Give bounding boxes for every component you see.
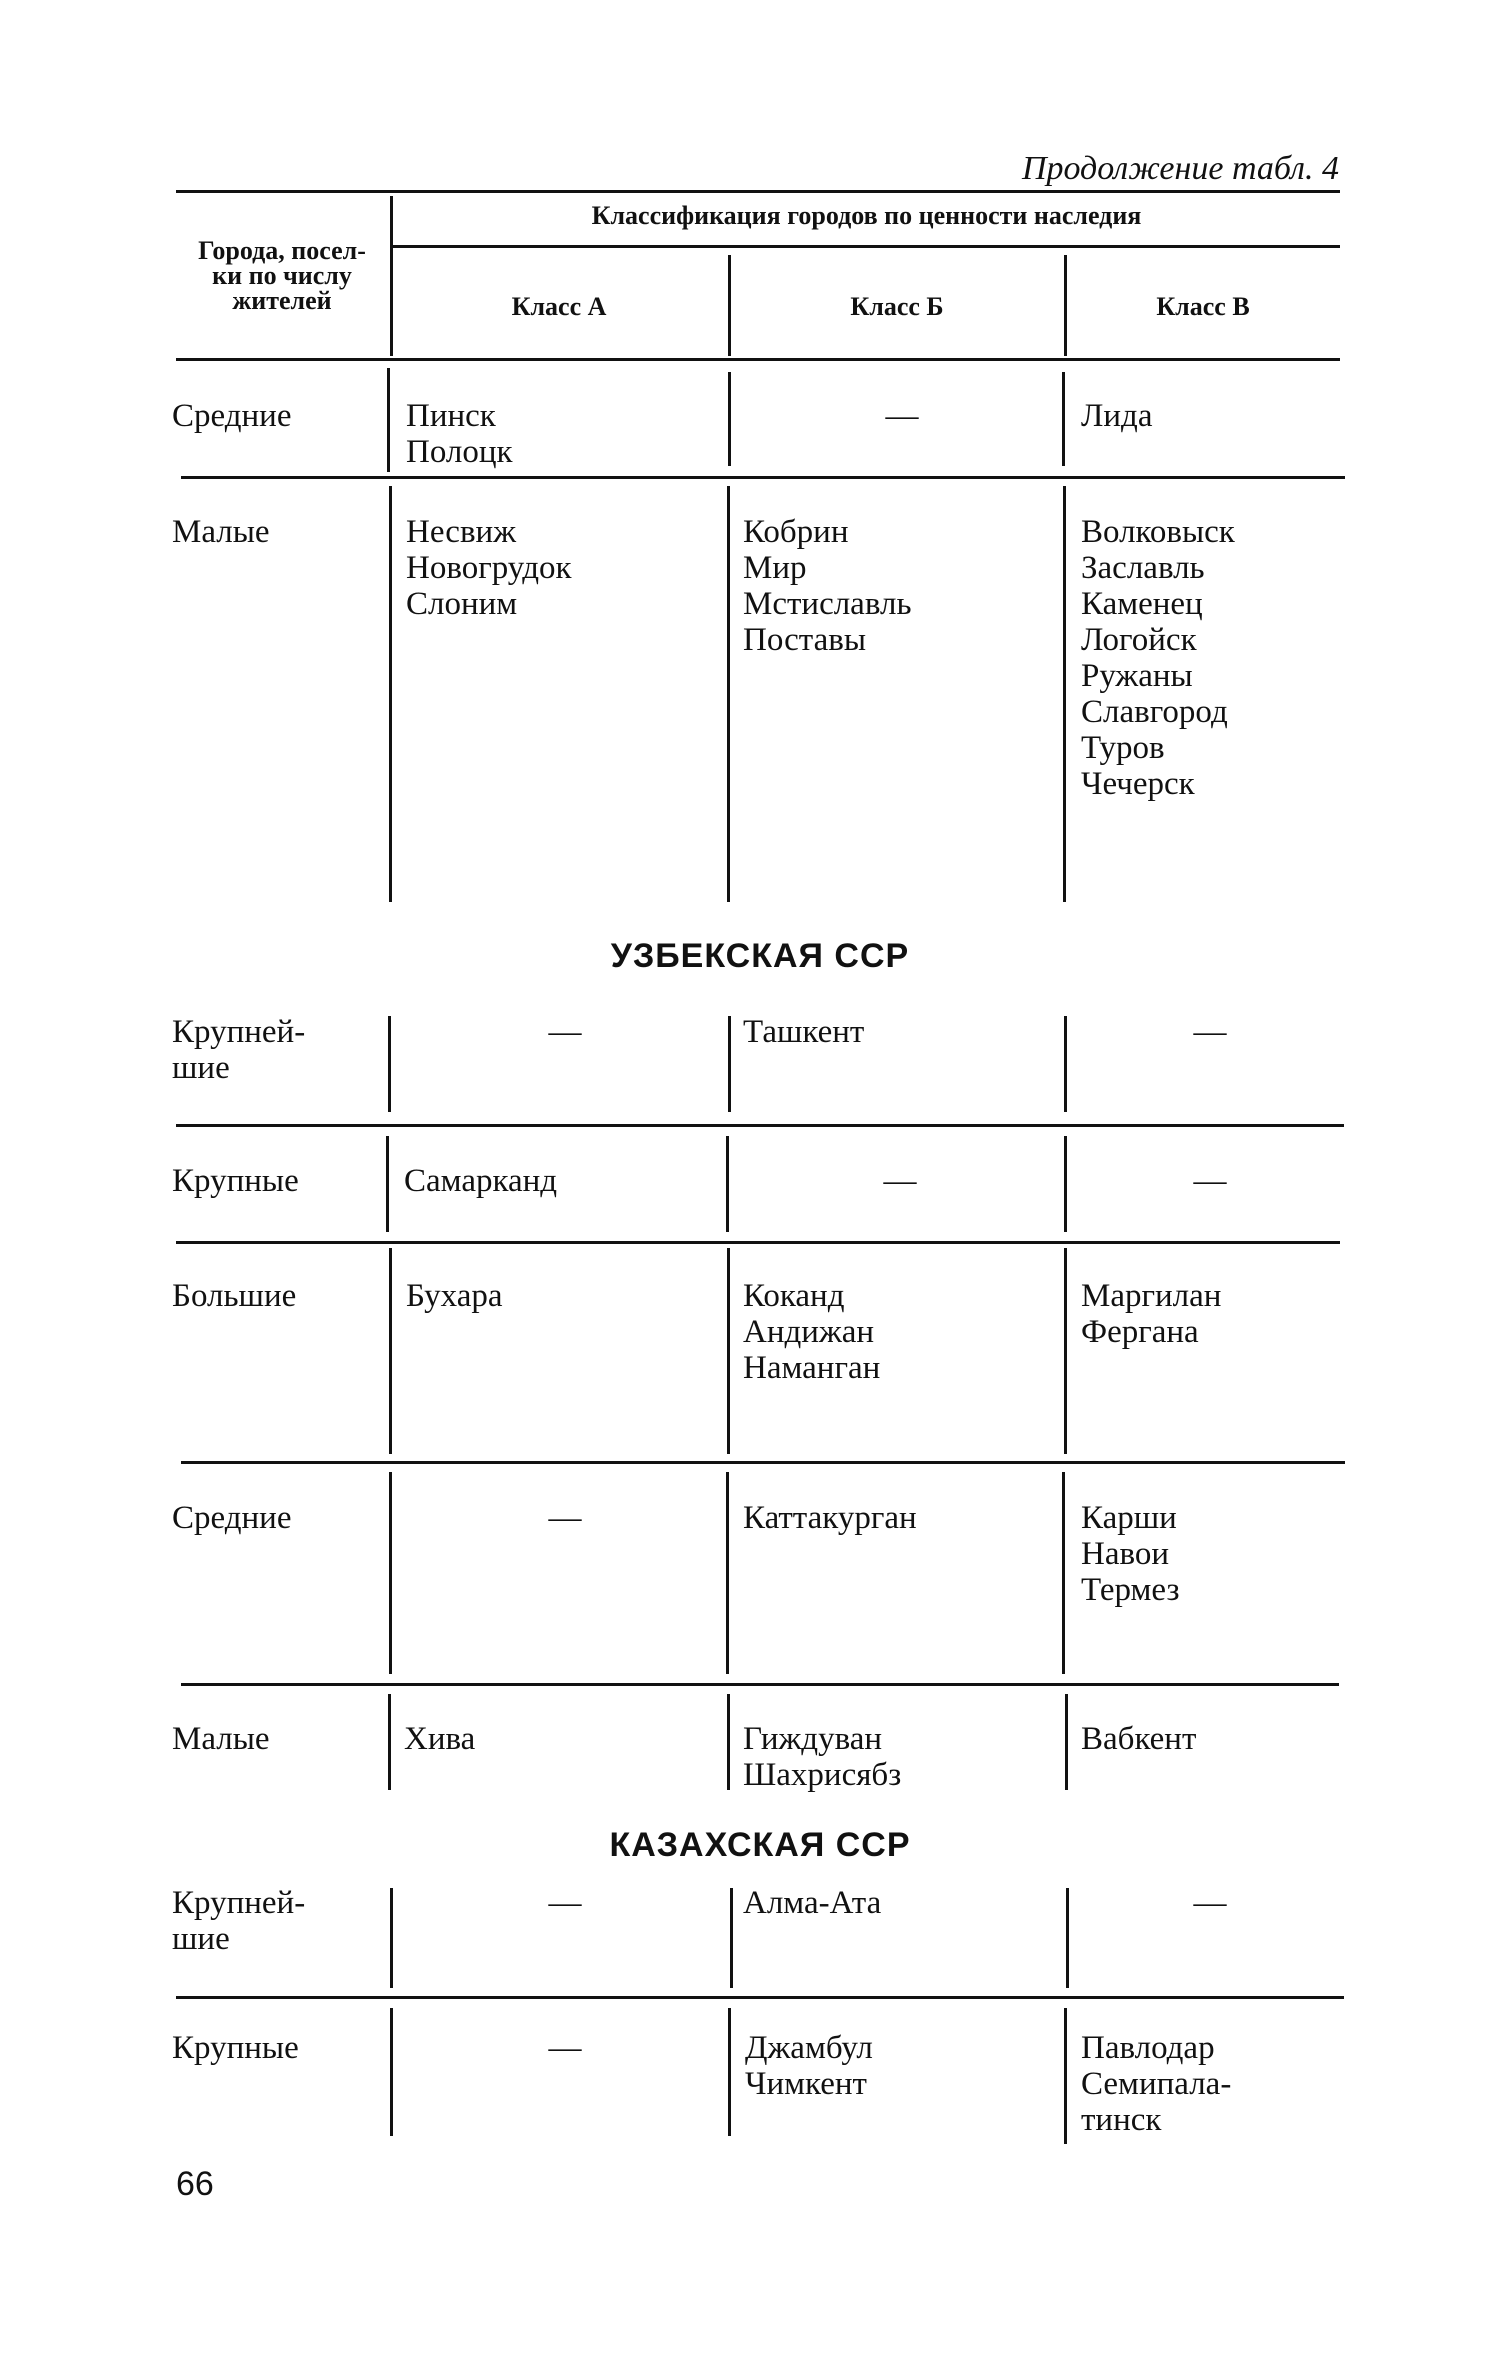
row-label: Крупные [172, 2030, 299, 2066]
cell-class-a: Бухара [406, 1278, 503, 1314]
cell-class-b: Джамбул Чимкент [745, 2030, 873, 2102]
col-divider [390, 2008, 393, 2136]
cell-class-a-empty: — [548, 1014, 582, 1050]
cell-class-a-empty: — [548, 1500, 582, 1536]
col-divider [1062, 1472, 1065, 1674]
page-number: 66 [176, 2165, 214, 2203]
header-class-a: Класс А [511, 292, 607, 321]
header-class-b: Класс Б [850, 292, 944, 321]
row-rule [181, 1683, 1339, 1686]
header-group-title: Классификация городов по ценности наследия [591, 201, 1142, 230]
col-divider [1064, 1136, 1067, 1232]
col-divider [388, 1694, 391, 1790]
col-divider [1064, 1016, 1067, 1112]
col-divider [726, 1136, 729, 1232]
col-divider [389, 1248, 392, 1454]
col-divider [727, 486, 730, 902]
col-divider [1066, 1888, 1069, 1988]
col-divider [728, 1016, 731, 1112]
header-top-rule [176, 190, 1340, 193]
cell-class-b: Кобрин Мир Мстиславль Поставы [743, 514, 912, 658]
cell-class-v: Маргилан Фергана [1081, 1278, 1222, 1350]
cell-class-a: Хива [404, 1721, 476, 1757]
row-label: Крупней- шие [172, 1885, 306, 1957]
row-rule [176, 1124, 1344, 1127]
header-group-rule [393, 245, 1340, 248]
cell-class-a-empty: — [548, 2030, 582, 2066]
col-divider [387, 368, 390, 472]
cell-class-b: Гиждуван Шахрисябз [743, 1721, 902, 1793]
row-label: Крупные [172, 1163, 299, 1199]
cell-class-v-empty: — [1193, 1014, 1227, 1050]
cell-class-v-empty: — [1193, 1163, 1227, 1199]
section-title-uzbek: УЗБЕКСКАЯ ССР [610, 937, 910, 975]
cell-class-v: Карши Навои Термез [1081, 1500, 1180, 1608]
cell-class-b: Коканд Андижан Наманган [743, 1278, 881, 1386]
table-caption: Продолжение табл. 4 [1021, 150, 1339, 187]
header-bottom-rule [176, 358, 1340, 361]
col-divider [386, 1136, 389, 1232]
col-divider [1063, 486, 1066, 902]
row-label: Большие [172, 1278, 297, 1314]
row-label: Средние [172, 1500, 292, 1536]
col-divider [728, 2008, 731, 2136]
col-divider [390, 1888, 393, 1988]
cell-class-b: Ташкент [743, 1014, 865, 1050]
col-divider [726, 1472, 729, 1674]
cell-class-v-empty: — [1193, 1885, 1227, 1921]
cell-class-b-empty: — [885, 398, 919, 434]
header-row-label: Города, посел- ки по числу жителей [198, 236, 366, 315]
cell-class-a: Пинск Полоцк [406, 398, 513, 470]
cell-class-v: Вабкент [1081, 1721, 1197, 1757]
header-class-v: Класс В [1156, 292, 1250, 321]
cell-class-b: Алма-Ата [743, 1885, 882, 1921]
col-divider [1062, 372, 1065, 466]
col-divider [727, 1248, 730, 1454]
col-divider [1064, 2008, 1067, 2144]
row-rule [181, 476, 1345, 479]
row-label: Малые [172, 514, 270, 550]
section-title-kazakh: КАЗАХСКАЯ ССР [609, 1826, 911, 1864]
col-divider [388, 1016, 391, 1112]
cell-class-v: Волковыск Заславль Каменец Логойск Ружаны Славгород Туров Чечерск [1081, 514, 1235, 802]
cell-class-b: Каттакурган [743, 1500, 917, 1536]
row-label: Малые [172, 1721, 270, 1757]
col-divider [727, 1694, 730, 1790]
cell-class-a: Самарканд [404, 1163, 558, 1199]
row-label: Крупней- шие [172, 1014, 306, 1086]
cell-class-v: Лида [1081, 398, 1153, 434]
row-rule [181, 1461, 1345, 1464]
col-divider [389, 486, 392, 902]
cell-class-b-empty: — [883, 1163, 917, 1199]
row-label: Средние [172, 398, 292, 434]
col-divider [728, 372, 731, 466]
cell-class-a-empty: — [548, 1885, 582, 1921]
cell-class-v: Павлодар Семипала- тинск [1081, 2030, 1232, 2138]
col-divider [1064, 1248, 1067, 1454]
col-divider [389, 1472, 392, 1674]
row-rule [176, 1241, 1340, 1244]
cell-class-a: Несвиж Новогрудок Слоним [406, 514, 572, 622]
col-divider [1065, 1694, 1068, 1790]
col-divider [730, 1888, 733, 1988]
row-rule [176, 1996, 1344, 1999]
